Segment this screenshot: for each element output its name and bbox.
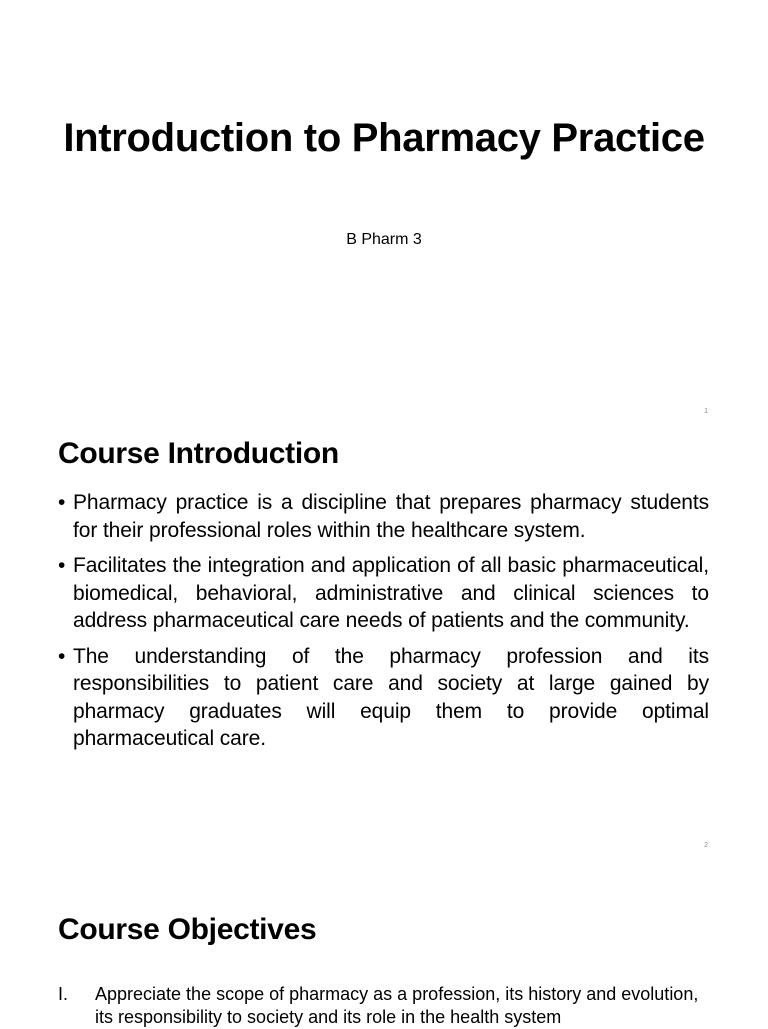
slide-subtitle: B Pharm 3 — [346, 231, 422, 248]
slide-number: 1 — [704, 408, 708, 415]
slide-2 — [0, 434, 768, 868]
bullet-text: Pharmacy practice is a discipline that prepares pharmacy students for their professional roles within the healthcare system. — [73, 491, 709, 542]
bullet-icon: • — [58, 554, 66, 577]
bullet-item — [58, 489, 709, 544]
objective-item — [58, 983, 710, 1029]
slide-1 — [0, 0, 768, 434]
slide-heading: Course Objectives — [58, 913, 317, 946]
objective-text: Appreciate the scope of pharmacy as a profession, its history and evolution, its responsibility to society and its role in the health system — [95, 984, 699, 1027]
bullet-text: Facilitates the integration and application of all basic pharmaceutical, biomedical, behavioral, administrative and clinical sciences to address pharmaceutical care needs of patients and the community. — [73, 554, 709, 632]
objective-list — [58, 983, 710, 1029]
bullet-icon: • — [58, 644, 66, 668]
bullet-list — [58, 489, 709, 761]
bullet-text: The understanding of the pharmacy profession and its responsibilities to patient care and society at large gained by pharmacy graduates will equip them to provide optimal pharmaceutical care. — [73, 644, 709, 750]
objective-marker: I. — [58, 984, 69, 1004]
bullet-item — [58, 643, 709, 753]
slide-number: 2 — [704, 842, 708, 849]
bullet-icon: • — [58, 491, 66, 514]
bullet-item — [58, 552, 709, 635]
slide-3 — [0, 868, 768, 1027]
slide-heading: Course Introduction — [58, 437, 339, 470]
slide-title: Introduction to Pharmacy Practice — [63, 116, 705, 160]
